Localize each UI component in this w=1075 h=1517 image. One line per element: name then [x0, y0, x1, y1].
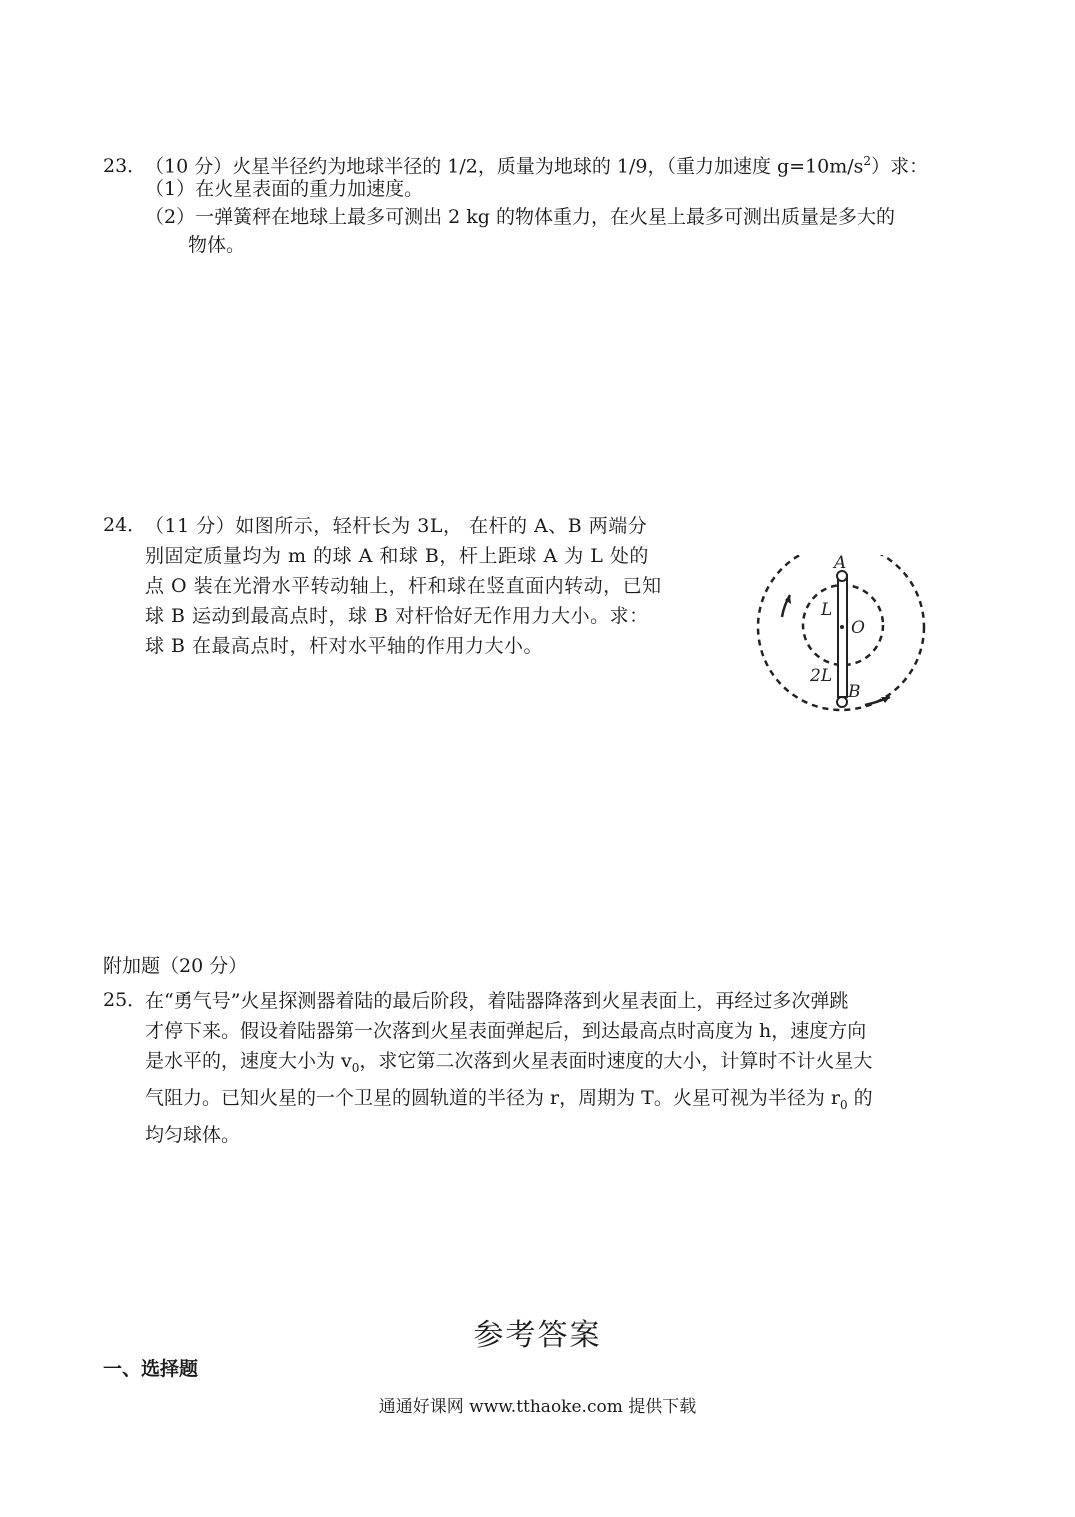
q25-number: 25． — [103, 989, 147, 1011]
q23-part2: （2）一弹簧秤在地球上最多可测出 2 kg 的物体重力，在火星上最多可测出质量是多大的 — [145, 206, 895, 228]
label-o: O — [851, 618, 865, 638]
pivot-o — [840, 625, 844, 629]
footer-text: 通通好课网 www.tthaoke.com 提供下载 — [378, 1397, 697, 1417]
answers-title: 参考答案 — [473, 1318, 602, 1353]
label-b: B — [848, 682, 861, 702]
label-a: A — [834, 555, 847, 573]
bonus-heading: 附加题（20 分） — [103, 955, 248, 977]
label-2l: 2L — [810, 666, 833, 686]
section-multiple-choice: 一、选择题 — [103, 1358, 199, 1380]
q24-number: 24． — [103, 514, 147, 536]
rotating-rod-figure — [750, 555, 935, 715]
q23-part2-cont: 物体。 — [188, 234, 246, 256]
q23-number: 23． — [103, 155, 147, 178]
light-rod — [838, 575, 847, 697]
label-l: L — [821, 600, 833, 620]
q23-stem: 23．（10 分）火星半径约为地球半径的 1/2，质量为地球的 1/9，（重力加速度 $g=10m/s^2$）求： — [103, 147, 928, 180]
q23-part1: （1）在火星表面的重力加速度。 — [145, 178, 424, 200]
ball-b — [837, 697, 847, 707]
q25-text: 在“勇气号”火星探测器着陆的最后阶段，着陆器降落到火星表面上，再经过多次弹跳 才停下来。假设着陆器第一次落到火星表面弹起后，到达最高点时高度为 h，速度方向 是水平的，速度大小为 $v_0$，求它第二次落到火星表面时速度的大小，计算时不计火星大 气阻力。已知火星的一个卫星的圆轨道的半径为 r，周期为 T。火星可视为半径为 $r_0$ 的 均匀球体。 — [145, 990, 873, 1146]
q24-text: （11 分）如图所示，轻杆长为 3L， 在杆的 A、B 两端分别固定质量均为 m 的球 A 和球 B，杆上距球 A 为 L 处的点 O 装在光滑水平转动轴上，杆和球在竖直面内转动，已知球 B 运动到最高点时，球 B 对杆恰好无作用力大小。求： 球 B 在最高点时，杆对水平轴的作用力大小。 — [145, 515, 662, 657]
